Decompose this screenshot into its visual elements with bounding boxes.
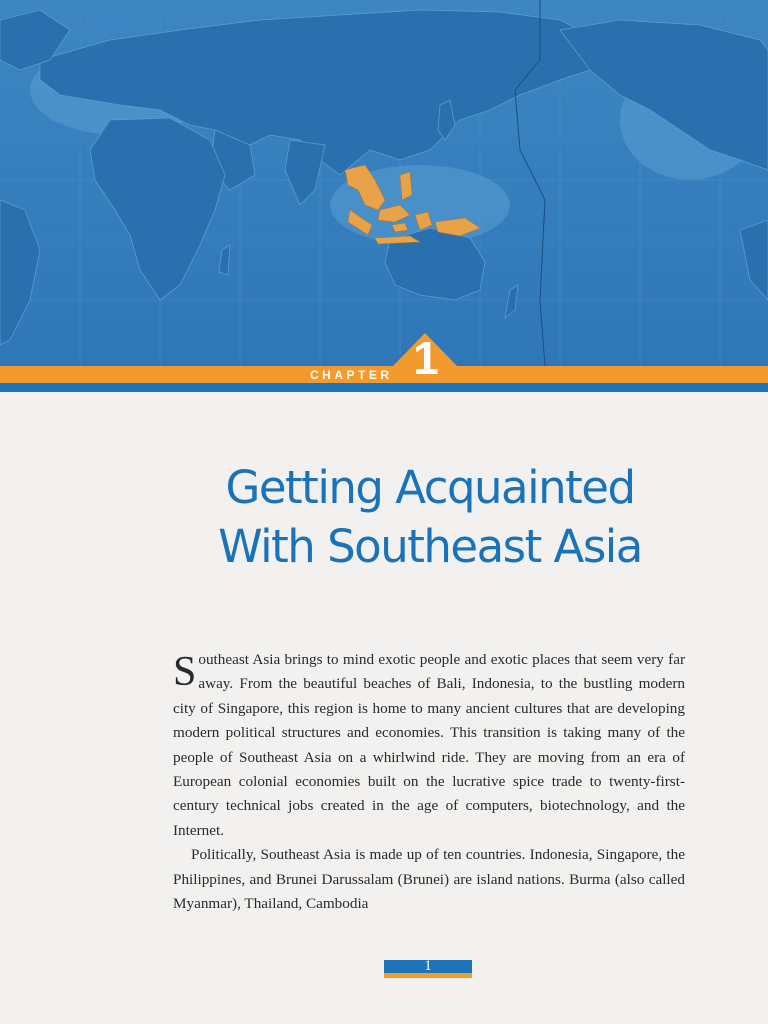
chapter-bar — [0, 366, 768, 392]
page-number: 1 — [424, 958, 432, 974]
chapter-label: CHAPTER — [310, 368, 393, 382]
drop-cap: S — [173, 649, 197, 695]
chapter-bar-blue-stripe — [0, 383, 768, 392]
chapter-number: 1 — [413, 332, 439, 384]
paragraph-2: Politically, Southeast Asia is made up of ten countries. Indonesia, Singapore, the Philippines, and Brunei Darussalam (Brunei) are island nations. Burma (also called Myanmar), Thailand, Cambodia — [173, 846, 685, 913]
page-number-footer — [384, 960, 472, 978]
paragraph-1 — [173, 648, 685, 843]
body-text — [173, 648, 685, 916]
paragraph-1-text: outheast Asia brings to mind exotic people and exotic places that seem very far away. From the beautiful beaches of Bali, Indonesia, to the bustling modern city of Singapore, this region is home to many ancient cultures that are developing modern political structures and economies. This transition is taking many of the people of Southeast Asia on a whirlwind ride. They are moving from an era of European colonial economies built on the lucrative spice trade to twenty-first-century technical jobs created in the age of computers, biotechnology, and the Internet. — [173, 651, 685, 839]
world-map — [0, 0, 768, 366]
chapter-title-line-2: With Southeast Asia — [218, 520, 642, 573]
world-map-banner — [0, 0, 768, 366]
chapter-title — [130, 458, 730, 576]
chapter-title-line-1: Getting Acquainted — [225, 461, 635, 514]
